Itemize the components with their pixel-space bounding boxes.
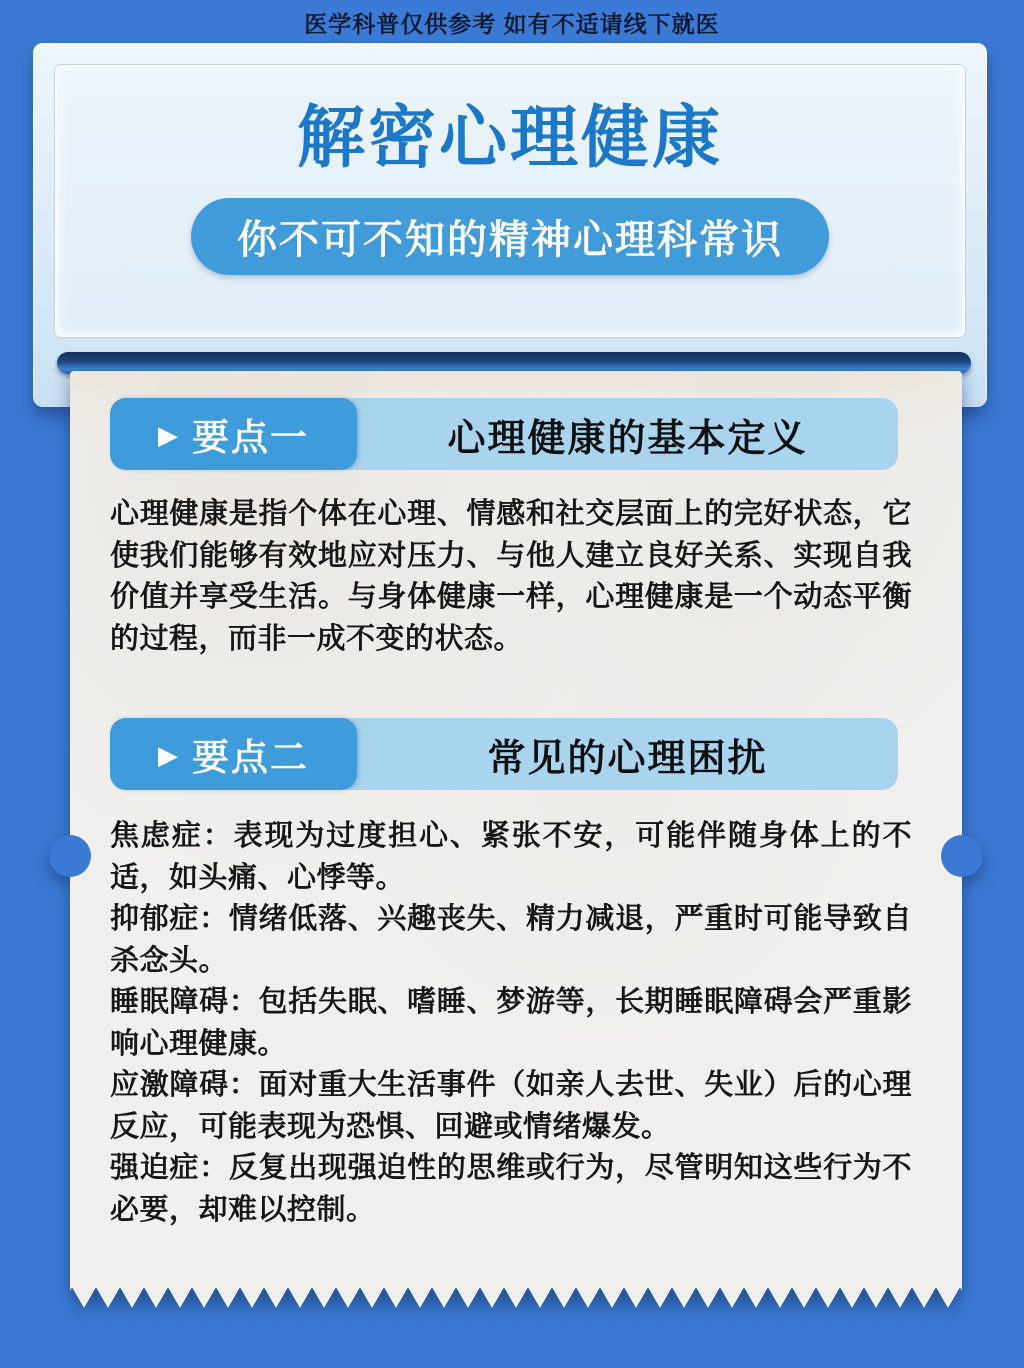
- section-tag-label: 要点二: [192, 737, 309, 778]
- section-tag-1: [110, 398, 357, 470]
- ticket-notch-right: [941, 835, 983, 877]
- zigzag-edge: [70, 1288, 962, 1308]
- section-heading-2: 常见的心理困扰: [487, 737, 768, 780]
- play-icon: ▶: [158, 420, 180, 450]
- play-icon: ▶: [158, 740, 180, 770]
- body-paragraph: 心理健康是指个体在心理、情感和社交层面上的完好状态，它使我们能够有效地应对压力、与他人建立良好关系、实现自我价值并享受生活。与身体健康一样，心理健康是一个动态平衡的过程，而非一成不变的状态。: [110, 498, 912, 655]
- body-paragraph: 应激障碍：面对重大生活事件（如亲人去世、失业）后的心理反应，可能表现为恐惧、回避或情绪爆发。: [110, 1069, 912, 1143]
- section-tag-label: 要点一: [192, 417, 309, 458]
- section-heading-1: 心理健康的基本定义: [447, 417, 808, 460]
- section-body-2: [110, 816, 912, 1231]
- section-banner-2: [110, 718, 898, 790]
- body-paragraph: 睡眠障碍：包括失眠、嗜睡、梦游等，长期睡眠障碍会严重影响心理健康。: [110, 986, 912, 1060]
- paper-body: [70, 371, 962, 1288]
- subtitle-pill: 你不可不知的精神心理科常识: [191, 198, 829, 275]
- body-paragraph: 抑郁症：情绪低落、兴趣丧失、精力减退，严重时可能导致自杀念头。: [110, 903, 912, 977]
- medical-disclaimer: 医学科普仅供参考 如有不适请线下就医: [304, 11, 720, 37]
- ticket-notch-left: [49, 835, 91, 877]
- body-paragraph: 焦虑症：表现为过度担心、紧张不安，可能伴随身体上的不适，如头痛、心悸等。: [110, 820, 912, 894]
- section-body-1: [110, 494, 912, 660]
- paper-sheet: [70, 371, 962, 1308]
- section-banner-1: [110, 398, 898, 470]
- body-paragraph: 强迫症：反复出现强迫性的思维或行为，尽管明知这些行为不必要，却难以控制。: [110, 1152, 912, 1226]
- section-tag-2: [110, 718, 357, 790]
- header-inner-panel: [55, 65, 965, 337]
- page-title: 解密心理健康: [296, 100, 723, 176]
